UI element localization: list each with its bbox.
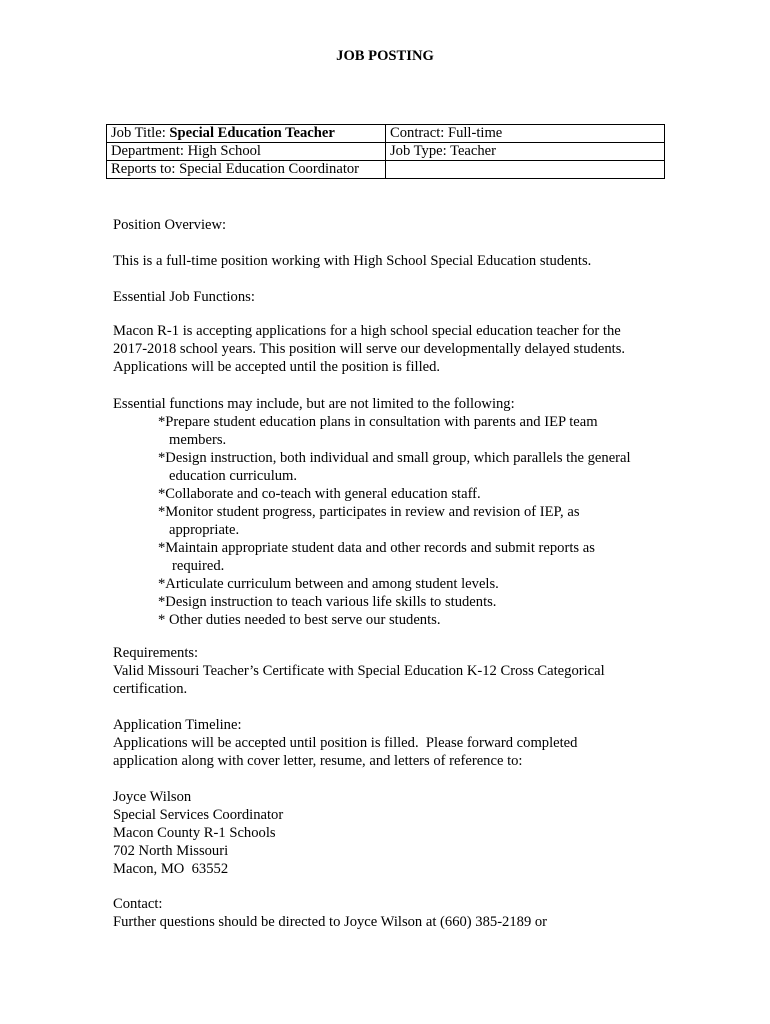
paragraph-line: 2017-2018 school years. This position will serve our developmentally delayed students. bbox=[113, 341, 626, 357]
department-cell: Department: High School bbox=[107, 143, 386, 161]
requirements-section bbox=[113, 644, 673, 698]
list-item: *Monitor student progress, participates in review and revision of IEP, as bbox=[158, 504, 580, 520]
list-item: *Design instruction to teach various life skills to students. bbox=[158, 594, 497, 610]
address-org: Macon County R-1 Schools bbox=[113, 825, 276, 841]
address-street: 702 North Missouri bbox=[113, 843, 229, 859]
list-item: * Other duties needed to best serve our students. bbox=[158, 612, 441, 628]
address-name: Joyce Wilson bbox=[113, 789, 192, 805]
table-row bbox=[107, 161, 665, 179]
timeline-heading: Application Timeline: bbox=[113, 717, 242, 733]
address-title: Special Services Coordinator bbox=[113, 807, 284, 823]
list-item: *Prepare student education plans in consultation with parents and IEP team bbox=[158, 414, 598, 430]
functions-intro: Essential functions may include, but are not limited to the following: bbox=[113, 396, 515, 412]
essential-functions-heading: Essential Job Functions: bbox=[113, 289, 255, 305]
paragraph-line: Macon R-1 is accepting applications for a high school special education teacher for the bbox=[113, 323, 621, 339]
functions-list bbox=[113, 395, 673, 629]
requirements-heading: Requirements: bbox=[113, 645, 199, 661]
list-item-continuation: members. bbox=[169, 432, 227, 448]
contact-section bbox=[113, 895, 673, 931]
table-row bbox=[107, 125, 665, 143]
position-overview-heading: Position Overview: bbox=[113, 217, 227, 233]
mailing-address bbox=[113, 788, 673, 878]
job-title-cell bbox=[107, 125, 386, 143]
list-item: *Maintain appropriate student data and other records and submit reports as bbox=[158, 540, 595, 556]
contract-cell: Contract: Full-time bbox=[386, 125, 665, 143]
document-title: JOB POSTING bbox=[336, 48, 434, 64]
empty-cell bbox=[386, 161, 665, 179]
list-item: *Articulate curriculum between and among student levels. bbox=[158, 576, 499, 592]
contact-line: Further questions should be directed to Joyce Wilson at (660) 385-2189 or bbox=[113, 914, 548, 930]
table-row bbox=[107, 143, 665, 161]
list-item: *Collaborate and co-teach with general education staff. bbox=[158, 486, 481, 502]
position-overview-text: This is a full-time position working with High School Special Education students. bbox=[113, 253, 592, 269]
requirements-line: certification. bbox=[113, 681, 188, 697]
list-item-continuation: education curriculum. bbox=[169, 468, 298, 484]
reports-to-cell: Reports to: Special Education Coordinator bbox=[107, 161, 386, 179]
requirements-line: Valid Missouri Teacher’s Certificate with Special Education K-12 Cross Categorical bbox=[113, 663, 605, 679]
job-title-value: Special Education Teacher bbox=[169, 125, 335, 141]
list-item-continuation: required. bbox=[172, 558, 225, 574]
paragraph-line: Applications will be accepted until the position is filled. bbox=[113, 359, 441, 375]
job-title-label: Job Title: bbox=[111, 125, 166, 141]
timeline-line: Applications will be accepted until position is filled. Please forward completed bbox=[113, 735, 578, 751]
list-item: *Design instruction, both individual and small group, which parallels the general bbox=[158, 450, 631, 466]
list-item-continuation: appropriate. bbox=[169, 522, 240, 538]
job-type-cell: Job Type: Teacher bbox=[386, 143, 665, 161]
job-info-table bbox=[106, 124, 665, 179]
timeline-section bbox=[113, 716, 673, 770]
contact-heading: Contact: bbox=[113, 896, 163, 912]
functions-paragraph bbox=[113, 322, 673, 376]
timeline-line: application along with cover letter, resume, and letters of reference to: bbox=[113, 753, 523, 769]
address-city: Macon, MO 63552 bbox=[113, 861, 229, 877]
